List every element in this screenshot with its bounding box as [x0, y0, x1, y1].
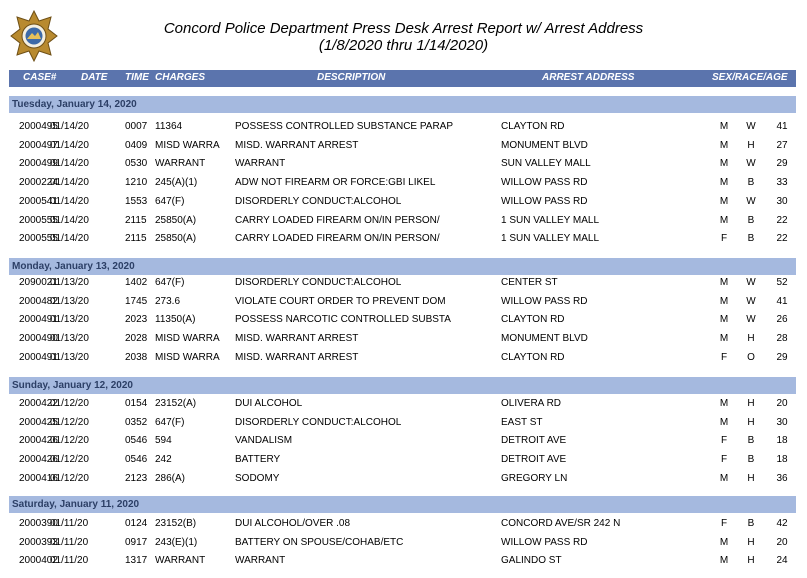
race-value: W — [746, 295, 756, 307]
arrest-date: 01/11/20 — [50, 518, 89, 529]
charge-description: BATTERY — [235, 454, 281, 466]
age-value: 29 — [776, 351, 788, 363]
arrest-address: WILLOW PASS RD — [501, 295, 588, 307]
age-value: 30 — [776, 416, 788, 428]
table-row — [9, 395, 796, 413]
sex-value: M — [719, 195, 729, 207]
arrest-time: 2028 — [125, 333, 148, 345]
group-header — [9, 377, 796, 394]
charge-description: VANDALISM — [235, 435, 293, 447]
sex-value: M — [719, 277, 729, 288]
case-number: 2000416 — [19, 472, 58, 484]
sex-value: M — [719, 314, 729, 326]
arrest-time: 0546 — [125, 435, 148, 447]
charge-description: CARRY LOADED FIREARM ON/IN PERSON/ — [235, 233, 440, 245]
age-value: 26 — [776, 314, 788, 326]
arrest-time: 0007 — [125, 121, 148, 132]
race-value: W — [746, 314, 756, 326]
age-value: 36 — [776, 472, 788, 484]
age-value: 27 — [776, 139, 788, 151]
police-badge-icon — [10, 10, 58, 62]
charge-code: 243(E)(1) — [155, 536, 198, 548]
charge-code: 647(F) — [155, 416, 185, 428]
arrest-time: 1402 — [125, 277, 148, 288]
arrest-date: 01/14/20 — [50, 158, 89, 170]
sex-value: M — [719, 416, 729, 428]
case-number: 2000555 — [19, 214, 58, 226]
arrest-date: 01/12/20 — [50, 472, 89, 484]
age-value: 20 — [776, 536, 788, 548]
case-number: 2090021 — [19, 277, 58, 288]
arrest-time: 1210 — [125, 177, 148, 189]
race-value: B — [747, 233, 755, 245]
charge-code: 242 — [155, 454, 172, 466]
sex-value: F — [720, 351, 728, 363]
arrest-time: 0352 — [125, 416, 148, 428]
case-number: 2000491 — [19, 314, 58, 326]
table-row — [9, 118, 796, 136]
charge-code: 23152(B) — [155, 518, 197, 529]
case-number: 2000402 — [19, 555, 58, 567]
group-date-label: Sunday, January 12, 2020 — [12, 380, 133, 391]
arrest-date: 01/13/20 — [50, 277, 89, 288]
group-date-label: Tuesday, January 14, 2020 — [12, 99, 137, 110]
sex-value: F — [720, 435, 728, 447]
table-row — [9, 212, 796, 230]
arrest-time: 0124 — [125, 518, 148, 529]
race-value: W — [746, 195, 756, 207]
col-sex-race-age: SEX/RACE/AGE — [712, 72, 788, 83]
charge-code: 25850(A) — [155, 214, 197, 226]
arrest-address: MONUMENT BLVD — [501, 139, 588, 151]
group-date-label: Saturday, January 11, 2020 — [12, 499, 140, 510]
table-row — [9, 174, 796, 192]
race-value: H — [747, 416, 755, 428]
arrest-date: 01/12/20 — [50, 398, 89, 409]
arrest-date: 01/12/20 — [50, 435, 89, 447]
arrest-time: 2023 — [125, 314, 148, 326]
report-date-range: (1/8/2020 thru 1/14/2020) — [318, 37, 489, 54]
case-number: 2000491 — [19, 351, 58, 363]
charge-code: 647(F) — [155, 277, 185, 288]
arrest-address: GALINDO ST — [501, 555, 562, 567]
arrest-time: 1317 — [125, 555, 148, 567]
sex-value: M — [719, 295, 729, 307]
arrest-date: 01/14/20 — [50, 214, 89, 226]
arrest-date: 01/13/20 — [50, 314, 89, 326]
table-row — [9, 155, 796, 173]
age-value: 20 — [776, 398, 788, 409]
arrest-date: 01/14/20 — [50, 233, 89, 245]
race-value: H — [747, 139, 755, 151]
sex-value: M — [719, 472, 729, 484]
charge-description: MISD. WARRANT ARREST — [235, 351, 359, 363]
charge-description: VIOLATE COURT ORDER TO PREVENT DOM — [235, 295, 446, 307]
charge-code: MISD WARRA — [155, 333, 220, 345]
case-number: 2000541 — [19, 195, 58, 207]
arrest-address: 1 SUN VALLEY MALL — [501, 233, 600, 245]
arrest-date: 01/12/20 — [50, 416, 89, 428]
arrest-time: 2115 — [125, 214, 147, 226]
sex-value: M — [719, 121, 729, 132]
charge-description: MISD. WARRANT ARREST — [235, 333, 359, 345]
age-value: 28 — [776, 333, 788, 345]
charge-code: 11350(A) — [155, 314, 196, 326]
race-value: B — [747, 454, 755, 466]
charge-description: ADW NOT FIREARM OR FORCE:GBI LIKEL — [235, 177, 436, 189]
sex-value: M — [719, 333, 729, 345]
arrest-address: WILLOW PASS RD — [501, 177, 588, 189]
table-row — [9, 330, 796, 348]
sex-value: M — [719, 139, 729, 151]
group-date-label: Monday, January 13, 2020 — [12, 261, 135, 272]
age-value: 29 — [776, 158, 788, 170]
arrest-address: CONCORD AVE/SR 242 N — [501, 518, 621, 529]
age-value: 42 — [776, 518, 788, 529]
arrest-time: 2115 — [125, 233, 147, 245]
charge-code: 25850(A) — [155, 233, 197, 245]
age-value: 18 — [776, 454, 788, 466]
sex-value: F — [720, 233, 728, 245]
charge-code: 11364 — [155, 121, 183, 132]
age-value: 22 — [776, 233, 788, 245]
arrest-time: 0546 — [125, 454, 148, 466]
charge-description: DUI ALCOHOL/OVER .08 — [235, 518, 351, 529]
age-value: 52 — [776, 277, 788, 288]
arrest-date: 01/14/20 — [50, 139, 89, 151]
charge-code: 273.6 — [155, 295, 181, 307]
sex-value: F — [720, 518, 728, 529]
arrest-address: 1 SUN VALLEY MALL — [501, 214, 600, 226]
charge-code: 245(A)(1) — [155, 177, 198, 189]
race-value: H — [747, 536, 755, 548]
charge-code: 286(A) — [155, 472, 186, 484]
charge-description: DISORDERLY CONDUCT:ALCOHOL — [235, 277, 402, 288]
charge-description: POSSESS CONTROLLED SUBSTANCE PARAP — [235, 121, 454, 132]
case-number: 2000482 — [19, 295, 58, 307]
table-row — [9, 534, 796, 552]
case-number: 2000426 — [19, 435, 58, 447]
case-number: 2000425 — [19, 416, 58, 428]
charge-code: WARRANT — [155, 158, 206, 170]
arrest-address: DETROIT AVE — [501, 435, 567, 447]
arrest-address: CLAYTON RD — [501, 351, 565, 363]
sex-value: M — [719, 555, 729, 567]
arrest-address: MONUMENT BLVD — [501, 333, 588, 345]
arrest-time: 0409 — [125, 139, 148, 151]
arrest-address: WILLOW PASS RD — [501, 195, 588, 207]
charge-code: 647(F) — [155, 195, 185, 207]
case-number: 2000497 — [19, 139, 58, 151]
column-header-row — [9, 70, 796, 87]
arrest-date: 01/14/20 — [50, 121, 89, 132]
table-row — [9, 274, 796, 292]
sex-value: M — [719, 177, 729, 189]
arrest-time: 1745 — [125, 295, 148, 307]
race-value: H — [747, 472, 755, 484]
race-value: B — [747, 435, 755, 447]
group-header — [9, 258, 796, 275]
race-value: H — [747, 333, 755, 345]
table-row — [9, 414, 796, 432]
table-row — [9, 349, 796, 367]
charge-description: DISORDERLY CONDUCT:ALCOHOL — [235, 416, 402, 428]
group-header — [9, 496, 796, 513]
arrest-time: 1553 — [125, 195, 148, 207]
case-number: 2000490 — [19, 333, 58, 345]
sex-value: M — [719, 398, 729, 409]
table-row — [9, 311, 796, 329]
arrest-address: WILLOW PASS RD — [501, 536, 588, 548]
table-row — [9, 293, 796, 311]
table-row — [9, 552, 796, 570]
race-value: H — [747, 555, 755, 567]
col-charges: CHARGES — [155, 72, 206, 83]
table-row — [9, 193, 796, 211]
charge-code: MISD WARRA — [155, 139, 220, 151]
table-row — [9, 470, 796, 488]
arrest-time: 2123 — [125, 472, 148, 484]
report-title: Concord Police Department Press Desk Arrest Report w/ Arrest Address — [163, 20, 644, 37]
age-value: 41 — [776, 121, 788, 132]
case-number: 2000393 — [19, 536, 58, 548]
race-value: H — [747, 398, 755, 409]
sex-value: M — [719, 536, 729, 548]
arrest-date: 01/14/20 — [50, 195, 89, 207]
table-row — [9, 230, 796, 248]
arrest-address: GREGORY LN — [501, 472, 568, 484]
arrest-time: 0917 — [125, 536, 148, 548]
arrest-date: 01/14/20 — [50, 177, 89, 189]
charge-description: BATTERY ON SPOUSE/COHAB/ETC — [235, 536, 404, 548]
col-case: CASE# — [23, 72, 57, 83]
arrest-date: 01/13/20 — [50, 351, 89, 363]
arrest-address: EAST ST — [501, 416, 543, 428]
race-value: W — [746, 121, 756, 132]
arrest-time: 0530 — [125, 158, 148, 170]
col-arrest-address: ARREST ADDRESS — [542, 72, 635, 83]
arrest-date: 01/11/20 — [50, 555, 89, 567]
charge-code: 594 — [155, 435, 172, 447]
sex-value: M — [719, 158, 729, 170]
age-value: 41 — [776, 295, 788, 307]
col-description: DESCRIPTION — [317, 72, 386, 83]
charge-description: DISORDERLY CONDUCT:ALCOHOL — [235, 195, 402, 207]
charge-description: DUI ALCOHOL — [235, 398, 303, 409]
age-value: 30 — [776, 195, 788, 207]
case-number: 2000426 — [19, 454, 58, 466]
case-number: 2000499 — [19, 158, 58, 170]
arrest-date: 01/13/20 — [50, 295, 89, 307]
case-number: 2000495 — [19, 121, 58, 132]
charge-code: WARRANT — [155, 555, 206, 567]
sex-value: F — [720, 454, 728, 466]
age-value: 18 — [776, 435, 788, 447]
charge-description: SODOMY — [235, 472, 280, 484]
race-value: B — [747, 177, 755, 189]
table-row — [9, 451, 796, 469]
age-value: 22 — [776, 214, 788, 226]
case-number: 2000390 — [19, 518, 58, 529]
table-row — [9, 515, 796, 533]
arrest-date: 01/12/20 — [50, 454, 89, 466]
race-value: W — [746, 277, 756, 288]
charge-description: WARRANT — [235, 555, 286, 567]
age-value: 33 — [776, 177, 788, 189]
arrest-address: CENTER ST — [501, 277, 558, 288]
race-value: B — [747, 518, 755, 529]
table-row — [9, 137, 796, 155]
race-value: O — [747, 351, 755, 363]
arrest-time: 2038 — [125, 351, 148, 363]
race-value: W — [746, 158, 756, 170]
age-value: 24 — [776, 555, 788, 567]
arrest-date: 01/11/20 — [50, 536, 89, 548]
charge-description: WARRANT — [235, 158, 286, 170]
case-number: 2000555 — [19, 233, 58, 245]
charge-code: MISD WARRA — [155, 351, 220, 363]
arrest-date: 01/13/20 — [50, 333, 89, 345]
sex-value: M — [719, 214, 729, 226]
arrest-address: SUN VALLEY MALL — [501, 158, 591, 170]
charge-code: 23152(A) — [155, 398, 197, 409]
arrest-address: CLAYTON RD — [501, 314, 565, 326]
arrest-time: 0154 — [125, 398, 148, 409]
arrest-address: DETROIT AVE — [501, 454, 567, 466]
arrest-address: CLAYTON RD — [501, 121, 565, 132]
group-header — [9, 96, 796, 113]
table-row — [9, 432, 796, 450]
race-value: B — [747, 214, 755, 226]
arrest-address: OLIVERA RD — [501, 398, 562, 409]
case-number: 2000224 — [19, 177, 58, 189]
charge-description: MISD. WARRANT ARREST — [235, 139, 359, 151]
col-date: DATE — [81, 72, 108, 83]
case-number: 2000422 — [19, 398, 58, 409]
charge-description: POSSESS NARCOTIC CONTROLLED SUBSTA — [235, 314, 451, 326]
col-time: TIME — [125, 72, 149, 83]
charge-description: CARRY LOADED FIREARM ON/IN PERSON/ — [235, 214, 440, 226]
